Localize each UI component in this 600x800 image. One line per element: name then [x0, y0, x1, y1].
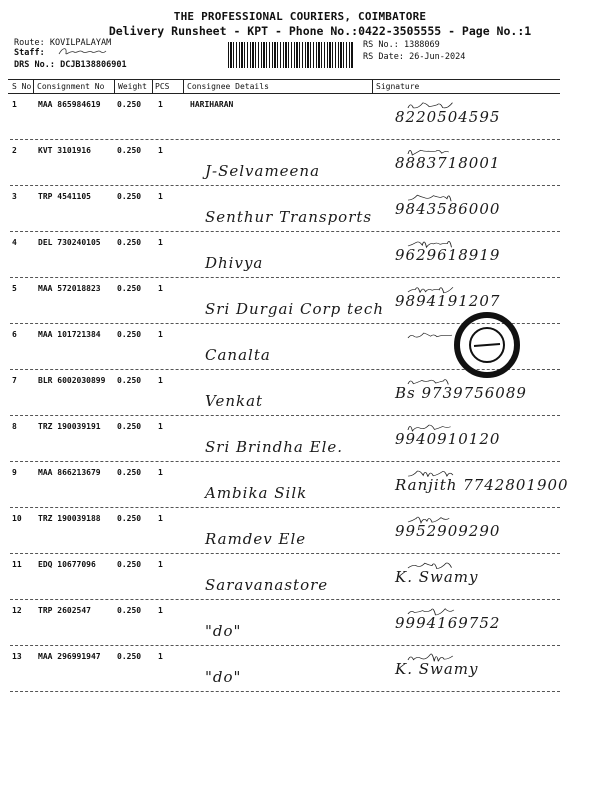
rs-number: [363, 40, 440, 50]
pieces: 1: [158, 238, 163, 247]
signature-scribble: [0, 646, 600, 692]
col-divider: [152, 80, 153, 94]
consignee-typed: HARIHARAN: [190, 100, 234, 109]
table-row: [0, 140, 600, 186]
signature-handwritten: K. Swamy: [395, 568, 479, 586]
pieces: 1: [158, 146, 163, 155]
weight: 0.250: [117, 192, 142, 201]
weight: 0.250: [117, 376, 142, 385]
weight: 0.250: [117, 606, 142, 615]
consignee-handwritten: J-Selvameena: [205, 162, 321, 180]
signature-handwritten: K. Swamy: [395, 660, 479, 678]
consignment-number: BLR 6002030899: [38, 376, 106, 385]
table-row: [0, 554, 600, 600]
consignee-handwritten: Dhivya: [205, 254, 264, 272]
rs-date-label: RS Date:: [363, 52, 404, 62]
table-row: [0, 600, 600, 646]
pieces: 1: [158, 468, 163, 477]
serial-number: 5: [12, 284, 17, 293]
serial-number: 8: [12, 422, 17, 431]
weight: 0.250: [117, 652, 142, 661]
rs-no-label: RS No.:: [363, 40, 399, 50]
signature-handwritten: 8220504595: [395, 108, 501, 126]
weight: 0.250: [117, 284, 142, 293]
table-row: [0, 508, 600, 554]
serial-number: 3: [12, 192, 17, 201]
row-divider: [10, 691, 560, 692]
weight: 0.250: [117, 100, 142, 109]
route-value: KOVILPALAYAM: [49, 38, 112, 48]
weight: 0.250: [117, 422, 142, 431]
drs-line: [14, 60, 127, 70]
signature-handwritten: 9952909290: [395, 522, 501, 540]
pieces: 1: [158, 560, 163, 569]
col-divider: [33, 80, 34, 94]
signature-handwritten: 9629618919: [395, 246, 501, 264]
pieces: 1: [158, 606, 163, 615]
consignee-handwritten: Canalta: [205, 346, 271, 364]
staff-signature: [57, 44, 107, 58]
consignee-handwritten: "do": [205, 668, 242, 686]
signature-scribble: [0, 94, 600, 140]
col-divider: [372, 80, 373, 94]
company-stamp: [452, 310, 522, 380]
pieces: 1: [158, 652, 163, 661]
serial-number: 2: [12, 146, 17, 155]
signature-handwritten: Ranjith 7742801900: [395, 476, 569, 494]
serial-number: 9: [12, 468, 17, 477]
pieces: 1: [158, 284, 163, 293]
pieces: 1: [158, 330, 163, 339]
signature-scribble: [0, 186, 600, 232]
consignment-number: MAA 866213679: [38, 468, 101, 477]
pieces: 1: [158, 192, 163, 201]
serial-number: 12: [12, 606, 22, 615]
weight: 0.250: [117, 238, 142, 247]
serial-number: 7: [12, 376, 17, 385]
table-row: [0, 94, 600, 140]
signature-scribble: [0, 140, 600, 186]
col-header-consignee: Consignee Details: [187, 82, 269, 91]
serial-number: 6: [12, 330, 17, 339]
serial-number: 13: [12, 652, 22, 661]
signature-handwritten: 9940910120: [395, 430, 501, 448]
signature-handwritten: Bs 9739756089: [395, 384, 527, 402]
weight: 0.250: [117, 560, 142, 569]
consignment-number: MAA 572018823: [38, 284, 101, 293]
table-top-rule: [8, 79, 560, 80]
consignee-handwritten: Senthur Transports: [205, 208, 373, 226]
consignee-handwritten: Ambika Silk: [205, 484, 308, 502]
weight: 0.250: [117, 468, 142, 477]
consignment-number: KVT 3101916: [38, 146, 91, 155]
col-header-sno: S No: [12, 82, 32, 91]
signature-handwritten: 9843586000: [395, 200, 501, 218]
staff-line: [14, 48, 45, 58]
consignee-handwritten: "do": [205, 622, 242, 640]
weight: 0.250: [117, 146, 142, 155]
pieces: 1: [158, 100, 163, 109]
col-header-pcs: PCS: [155, 82, 170, 91]
serial-number: 10: [12, 514, 22, 523]
col-header-weight: Weight: [118, 82, 147, 91]
rs-no-value: 1388069: [403, 40, 440, 50]
rs-date: [363, 52, 465, 62]
signature-scribble: [0, 554, 600, 600]
route-label: Route:: [14, 38, 45, 48]
drs-label: DRS No.:: [14, 60, 55, 70]
serial-number: 11: [12, 560, 22, 569]
col-header-consignment: Consignment No: [37, 82, 105, 91]
table-row: [0, 186, 600, 232]
signature-scribble: [0, 416, 600, 462]
consignment-number: EDQ 10677096: [38, 560, 96, 569]
consignment-number: TRP 4541105: [38, 192, 91, 201]
consignee-handwritten: Sri Brindha Ele.: [205, 438, 344, 456]
staff-label: Staff:: [14, 48, 45, 58]
signature-handwritten: 9994169752: [395, 614, 501, 632]
serial-number: 1: [12, 100, 17, 109]
runsheet-title: Delivery Runsheet - KPT - Phone No.:0422-3505555 - Page No.:1: [108, 24, 532, 38]
drs-value: DCJB138806901: [60, 60, 127, 70]
consignment-number: MAA 101721384: [38, 330, 101, 339]
table-row: [0, 462, 600, 508]
signature-scribble: [0, 508, 600, 554]
consignment-number: MAA 296991947: [38, 652, 101, 661]
rs-date-value: 26-Jun-2024: [409, 52, 466, 62]
col-divider: [183, 80, 184, 94]
table-row: [0, 416, 600, 462]
table-row: [0, 646, 600, 692]
company-name: THE PROFESSIONAL COURIERS, COIMBATORE: [173, 10, 427, 23]
col-divider: [114, 80, 115, 94]
consignment-number: TRP 2602547: [38, 606, 91, 615]
consignment-number: DEL 730240105: [38, 238, 101, 247]
consignee-handwritten: Venkat: [205, 392, 264, 410]
signature-scribble: [0, 600, 600, 646]
serial-number: 4: [12, 238, 17, 247]
signature-scribble: [0, 232, 600, 278]
consignee-handwritten: Sri Durgai Corp tech: [205, 300, 384, 318]
signature-scribble: [0, 462, 600, 508]
signature-handwritten: 9894191207: [395, 292, 501, 310]
col-header-signature: Signature: [376, 82, 420, 91]
signature-handwritten: 8883718001: [395, 154, 501, 172]
consignment-number: TRZ 190039191: [38, 422, 101, 431]
table-row: [0, 232, 600, 278]
pieces: 1: [158, 376, 163, 385]
consignment-number: TRZ 190039188: [38, 514, 101, 523]
weight: 0.250: [117, 330, 142, 339]
consignment-number: MAA 865984619: [38, 100, 101, 109]
barcode: [228, 42, 354, 68]
pieces: 1: [158, 422, 163, 431]
pieces: 1: [158, 514, 163, 523]
weight: 0.250: [117, 514, 142, 523]
consignee-handwritten: Ramdev Ele: [205, 530, 307, 548]
consignee-handwritten: Saravanastore: [205, 576, 329, 594]
